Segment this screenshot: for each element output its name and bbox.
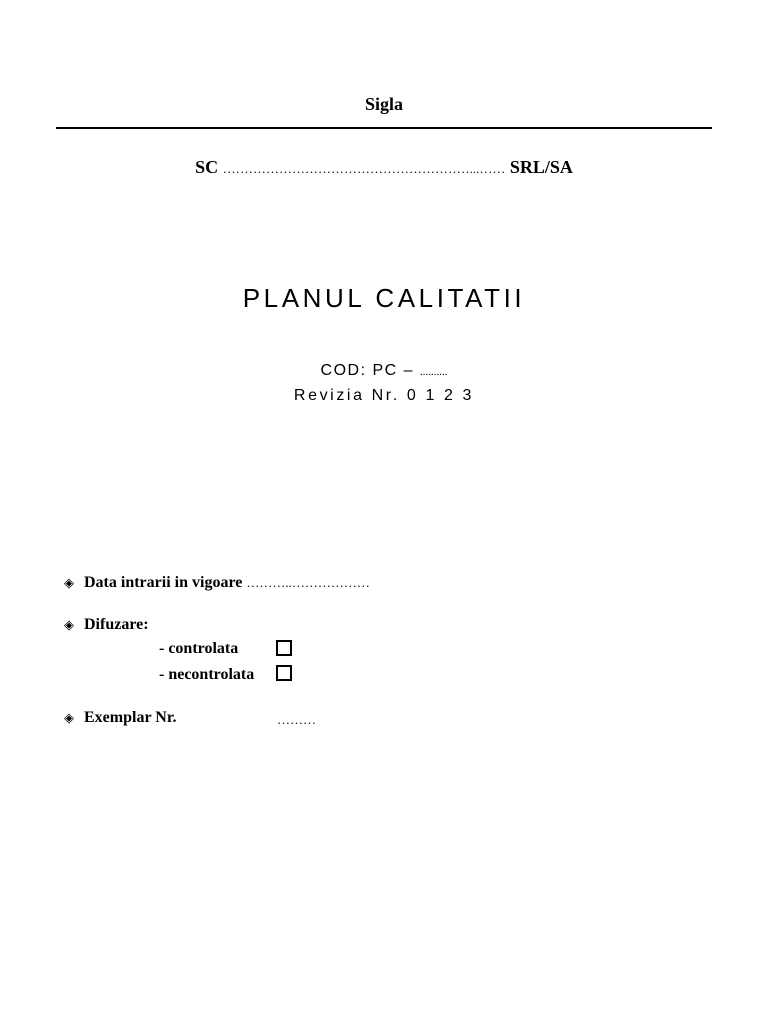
uncontrolled-checkbox[interactable] [276, 665, 292, 681]
company-suffix: SRL/SA [509, 157, 573, 177]
distribution-option-controlled: - controlata [159, 640, 239, 657]
header-divider [56, 127, 712, 129]
controlled-checkbox[interactable] [276, 640, 292, 656]
diamond-bullet-icon: ◈ [64, 576, 74, 591]
copy-number-row [64, 709, 176, 727]
company-line [0, 157, 768, 178]
company-name-blank: …………………………………………………...…… [222, 161, 506, 176]
document-code [0, 362, 768, 380]
distribution-row [64, 616, 149, 634]
effective-date-label: Data intrarii in vigoare [84, 574, 243, 591]
revision-line: Revizia Nr. 0 1 2 3 [293, 387, 475, 404]
logo-placeholder: Sigla [364, 94, 403, 114]
diamond-bullet-icon: ◈ [64, 618, 74, 633]
code-blank: .......... [419, 366, 448, 378]
distribution-label: Difuzare: [84, 616, 149, 633]
effective-date-blank: ………..……………… [246, 575, 370, 590]
copy-number-label: Exemplar Nr. [84, 709, 177, 726]
code-label: COD: PC – [320, 362, 415, 379]
document-title: PLANUL CALITATII [242, 283, 526, 313]
company-prefix: SC [195, 157, 219, 177]
diamond-bullet-icon: ◈ [64, 711, 74, 726]
distribution-option-uncontrolled: - necontrolata [159, 666, 255, 683]
effective-date-row [64, 574, 370, 592]
copy-number-blank: ……… [277, 712, 316, 727]
